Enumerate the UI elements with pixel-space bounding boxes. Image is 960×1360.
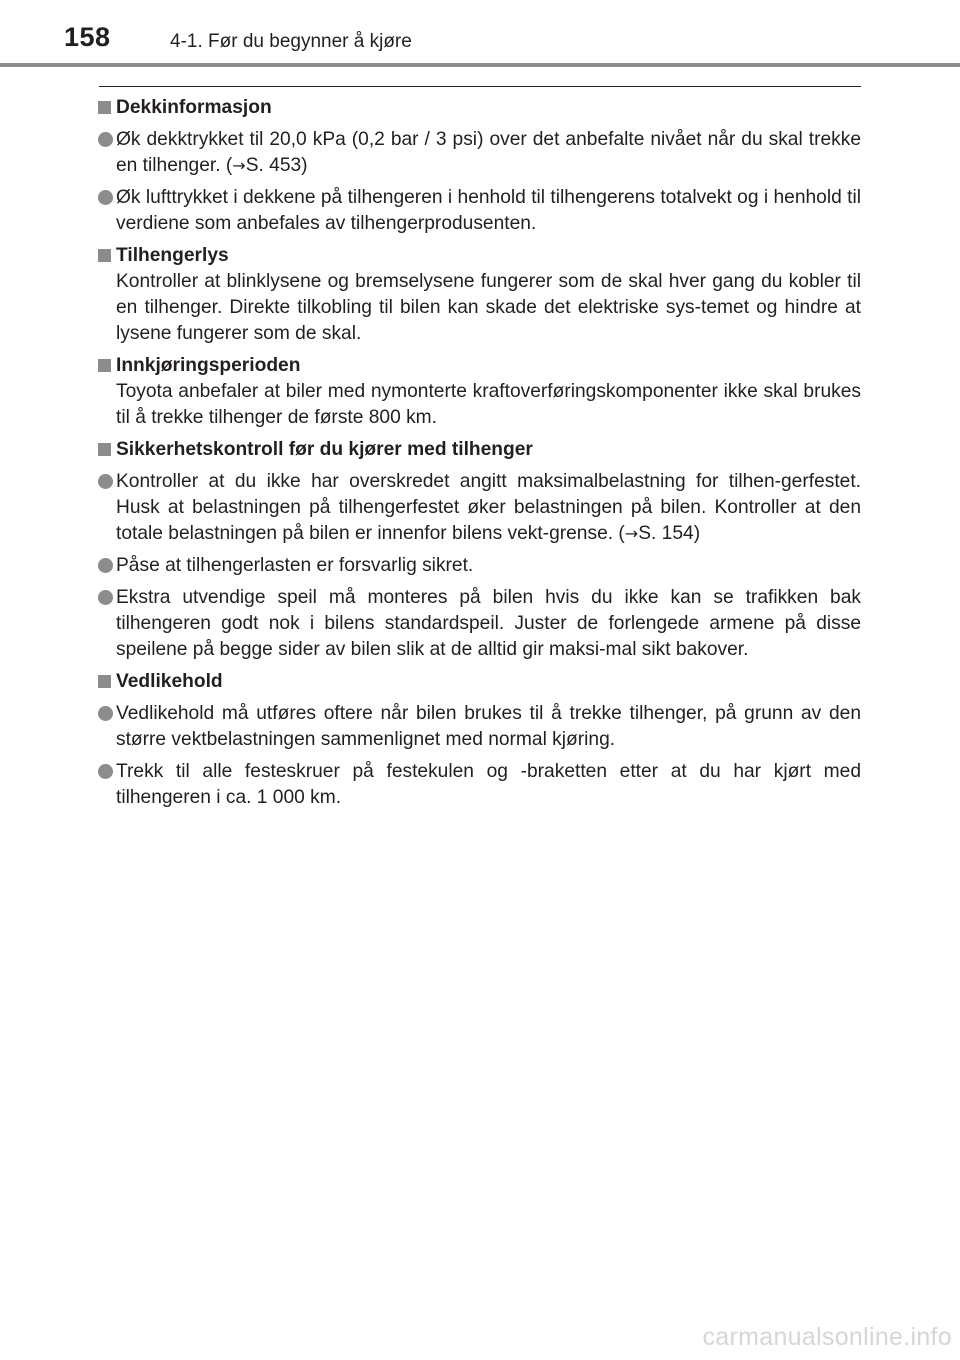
- square-marker-icon: [98, 675, 111, 688]
- list-item: [98, 185, 861, 237]
- page-reference-link[interactable]: S. 154: [638, 523, 694, 544]
- list-item: [98, 553, 861, 579]
- list-item: [98, 585, 861, 663]
- circle-bullet-icon: [98, 190, 113, 205]
- list-item: [98, 469, 861, 547]
- section-title: Tilhengerlys: [116, 245, 229, 266]
- section-innkjoringsperioden: [98, 353, 861, 431]
- chapter-title: 4-1. Før du begynner å kjøre: [170, 31, 412, 52]
- list-item-text-end: ): [301, 155, 308, 176]
- arrow-right-icon: →: [624, 524, 639, 543]
- section-body: Toyota anbefaler at biler med nymonterte kraftoverføringskomponenter ikke skal brukes til å trekke tilhenger de første 800 km.: [116, 381, 861, 428]
- section-vedlikehold: [98, 669, 861, 811]
- section-body: Kontroller at blinklysene og bremselysene fungerer som de skal hver gang du kobler til en tilhenger. Direkte tilkobling til bilen kan skade det elektriske sys-temet og hindre at lysene fungerer som de skal.: [116, 271, 861, 344]
- square-marker-icon: [98, 443, 111, 456]
- section-heading: [98, 353, 861, 379]
- section-heading: [98, 243, 861, 269]
- circle-bullet-icon: [98, 590, 113, 605]
- list-item-text-end: ): [693, 523, 701, 544]
- circle-bullet-icon: [98, 132, 113, 147]
- section-title: Dekkinformasjon: [116, 97, 272, 118]
- list-item-text: Øk dekktrykket til 20,0 kPa (0,2 bar / 3 psi) over det anbefalte nivået når du skal trekke en tilhenger. (: [116, 129, 861, 176]
- page-number: 158: [64, 22, 111, 52]
- list-item: [98, 759, 861, 811]
- arrow-right-icon: →: [232, 156, 246, 175]
- circle-bullet-icon: [98, 764, 113, 779]
- list-item-text: Øk lufttrykket i dekkene på tilhengeren i henhold til tilhengerens totalvekt og i henhold til verdiene som anbefales av tilhengerprodusenten.: [116, 187, 861, 234]
- page-header: [0, 0, 960, 72]
- list-item-text: Trekk til alle festeskruer på festekulen og -braketten etter at du har kjørt med tilhengeren i ca. 1 000 km.: [116, 761, 861, 808]
- circle-bullet-icon: [98, 474, 113, 489]
- page-content: [98, 95, 861, 811]
- section-heading: [98, 95, 861, 121]
- square-marker-icon: [98, 359, 111, 372]
- list-item: [98, 701, 861, 753]
- square-marker-icon: [98, 101, 111, 114]
- section-heading: [98, 669, 861, 695]
- list-item-text: Kontroller at du ikke har overskredet angitt maksimalbelastning for tilhen-gerfestet. Husk at belastningen på tilhengerfestet øker belastningen på bilen. Kontroller at den totale belastningen på bilen er innenfor bilens vekt-grense. (: [116, 471, 861, 544]
- circle-bullet-icon: [98, 558, 113, 573]
- section-sikkerhetskontroll: [98, 437, 861, 663]
- section-title: Vedlikehold: [116, 671, 223, 692]
- section-heading: [98, 437, 861, 463]
- section-dekkinformasjon: [98, 95, 861, 237]
- section-title: Sikkerhetskontroll før du kjører med tilhenger: [116, 439, 533, 460]
- list-item-text: Ekstra utvendige speil må monteres på bilen hvis du ikke kan se trafikken bak tilhengeren godt nok i bilens standardspeil. Juster de forlengede armene på disse speilene på begge sider av bilen slik at de alltid gir maksi-mal sikt bakover.: [116, 587, 861, 660]
- page-reference-link[interactable]: S. 453: [245, 155, 302, 176]
- section-tilhengerlys: [98, 243, 861, 347]
- watermark: carmanualsonline.info: [702, 1323, 952, 1351]
- list-item-text: Påse at tilhengerlasten er forsvarlig sikret.: [116, 555, 474, 576]
- circle-bullet-icon: [98, 706, 113, 721]
- section-title: Innkjøringsperioden: [116, 355, 301, 376]
- list-item: [98, 127, 861, 179]
- square-marker-icon: [98, 249, 111, 262]
- list-item-text: Vedlikehold må utføres oftere når bilen brukes til å trekke tilhenger, på grunn av den større vektbelastningen sammenlignet med normal kjøring.: [116, 703, 861, 750]
- header-divider: [0, 63, 960, 67]
- content-divider: [99, 86, 861, 87]
